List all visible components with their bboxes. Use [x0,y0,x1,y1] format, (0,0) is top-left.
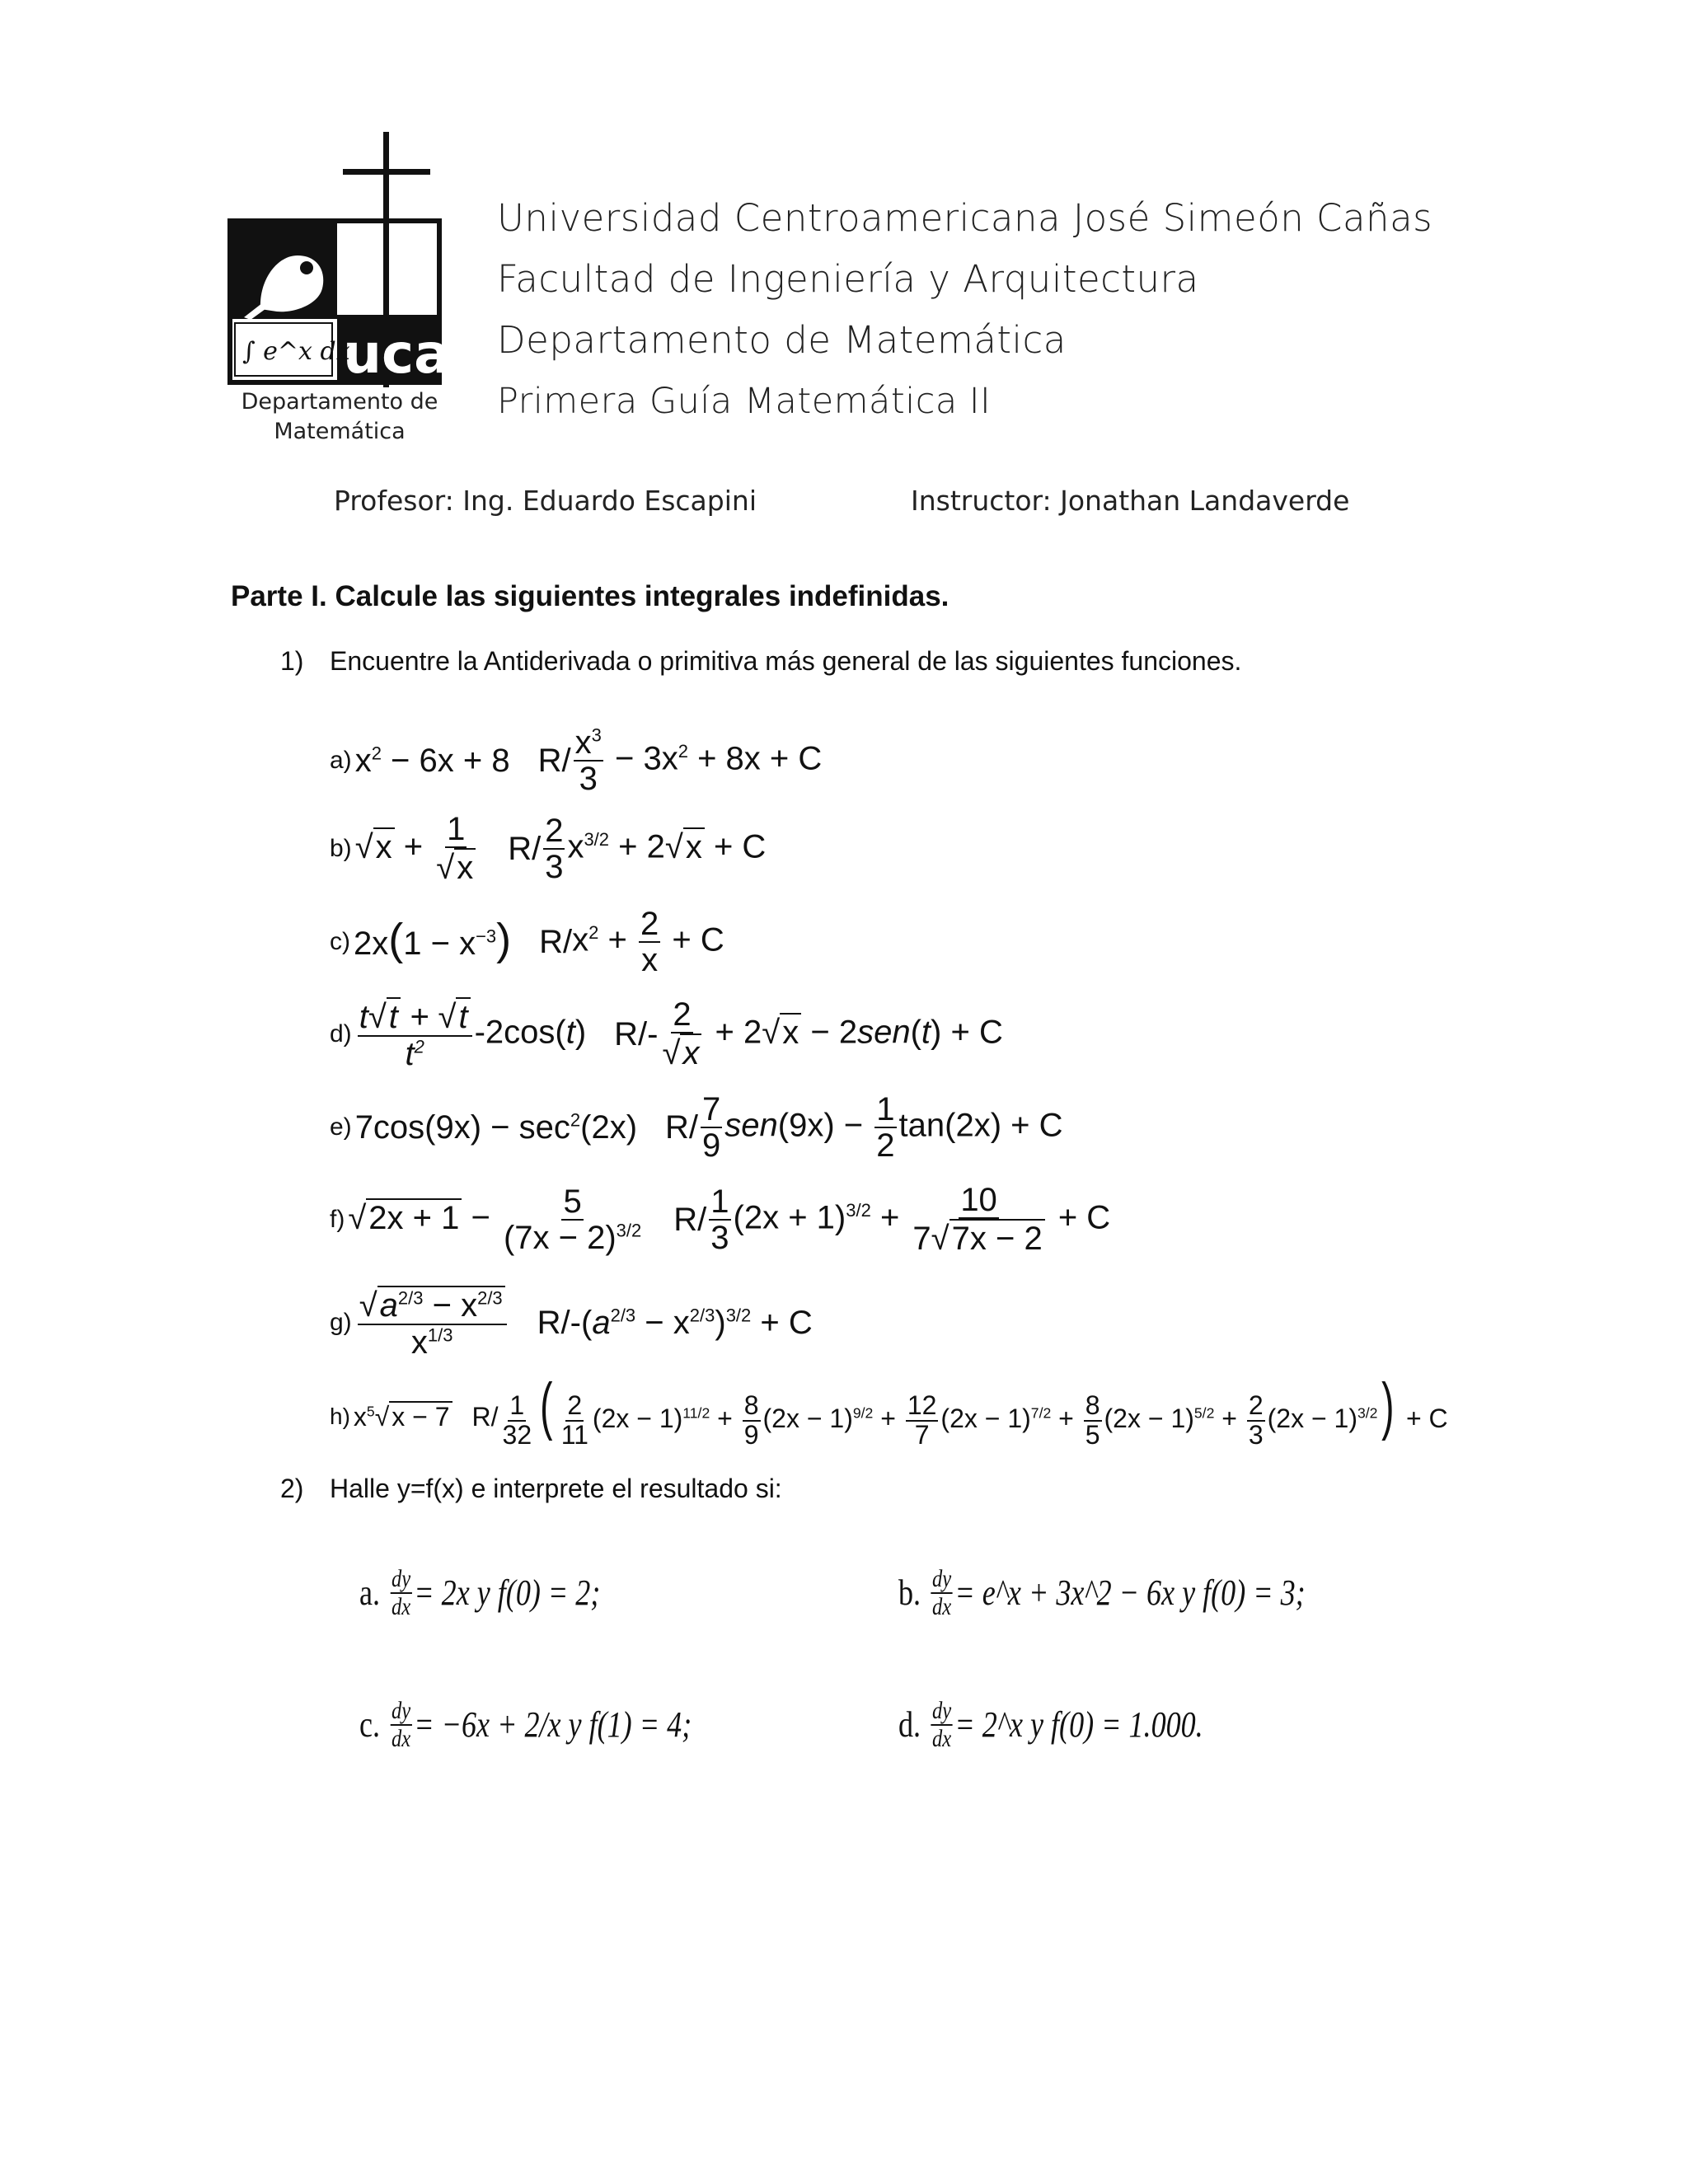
problem-e-expression: $7\cos(9x) - \sec^2(2x)$ [354,1108,638,1146]
problem-c-answer-prefix: R/ [539,923,573,960]
dy-dx: $\frac{dy}{dx}$ [391,1565,411,1620]
problem-a-label: a) [330,747,352,774]
problem-e-answer-prefix: R/ [665,1108,699,1146]
problem-a [330,725,822,796]
instructor-line: Instructor: Jonathan Landaverde [911,485,1350,517]
dy-dx: $\frac{dy}{dx}$ [391,1697,411,1752]
problem-g-answer-prefix: R/- [537,1304,581,1341]
problem-a-answer-prefix: R/ [537,742,571,779]
problem-e-answer: $\frac{7}{9}$ sen(9x) − $\frac{1}{2}$ tan(2x) + C [702,1091,1063,1164]
question-1-text: Encuentre la Antiderivada o primitiva más general de las siguientes funciones. [330,646,1242,676]
problem-g-label: g) [330,1309,352,1336]
problem-c-label: c) [330,928,350,955]
problem-c-answer: $x^2$ + $\frac{2}{x}$ + C [572,906,724,978]
logo-caption-line2: Matemática [274,419,406,444]
q2-item-d-label: d. [898,1704,921,1745]
problem-e-label: e) [330,1113,352,1141]
logo-caption-line1: Departamento de [241,389,438,415]
q2-item-b-label: b. [898,1572,921,1613]
problem-f-answer-prefix: R/ [673,1201,707,1238]
university-name: Universidad Centroamericana José Simeón Cañas [497,196,1433,240]
q2-item-a [359,1566,600,1619]
problem-f-expression: √2x + 1 − $\frac{5}{(7x - 2)^{3/2}}$ [348,1183,642,1256]
problem-a-expression: $x^2 - 6x + 8$ [354,742,510,779]
problem-h-label: h) [330,1404,350,1430]
dy-dx: $\frac{dy}{dx}$ [932,1565,952,1620]
q2-item-d-rhs: = 2^x y f(0) = 1.000. [954,1704,1203,1745]
question-2-text: Halle y=f(x) e interprete el resultado si: [330,1474,782,1503]
q2-item-d [898,1698,1203,1751]
question-2-number: 2) [280,1474,304,1503]
q2-item-c [359,1698,692,1751]
department-name: Departamento de Matemática [497,318,1067,362]
problem-f-label: f) [330,1206,345,1233]
problem-b-answer-prefix: R/ [508,830,542,867]
dy-dx: $\frac{dy}{dx}$ [932,1697,952,1752]
problem-d-label: d) [330,1020,352,1047]
problem-d-answer: $\frac{2}{√x}$ + 2√x − 2sen(t) + C [662,996,1003,1071]
problem-h-answer: $\frac{1}{32}$ ( $\frac{2}{11}$ $(2x - 1)^{11/2}$ + $\frac{8}{9}$ $(2x - 1)^{9/2}$ + $\frac{12}{7}$ $(2x - 1)^{7/2}$ + $\frac{8}{5}$ $(2x - 1)^{5/2}$ + $\frac{2}{3}$ $(2x - 1)^{3/2}) + C$ [502,1371,1448,1450]
problem-a-answer: $\frac{x^3}{3}$ − $3x^2 + 8x + C$ [574,724,823,797]
question-1-number: 1) [280,646,304,676]
problem-h-answer-prefix: R/ [471,1401,499,1432]
q2-item-c-rhs: = −6x + 2/x y f(1) = 4; [414,1704,692,1745]
problem-d-answer-prefix: R/- [614,1015,659,1052]
problem-d [330,997,1003,1071]
uca-letters: uca [343,322,451,386]
q2-item-b [898,1566,1306,1619]
problem-b-answer: $\frac{2}{3}$ $x^{3/2} + 2√x + C$ [545,813,767,885]
problem-f-answer: $\frac{1}{3}$ $(2x + 1)^{3/2}$ + $\frac{10}{7√7x - 2}$ + C [710,1182,1111,1257]
problem-g-expression: $\frac{√a^{2/3} - x^{2/3}}{x^{1/3}}$ [355,1286,509,1360]
section-title: Parte I. Calcule las siguientes integrales indefinidas. [231,580,950,612]
guide-title: Primera Guía Matemática II [497,381,992,422]
uca-emblem [227,132,475,396]
problem-h [330,1371,1448,1450]
q2-item-c-label: c. [359,1704,381,1745]
department-logo [227,132,475,453]
problem-f [330,1183,1110,1257]
problem-b [330,812,766,886]
problem-d-expression: $\frac{t√t + √t}{t^2}$ -2cos(t) [359,999,587,1072]
problem-b-label: b) [330,835,352,862]
q2-item-b-rhs: = e^x + 3x^2 − 6x y f(0) = 3; [954,1572,1306,1613]
problem-c-expression: $2x(1 - x^{-3})$ [354,914,512,964]
q2-item-a-label: a. [359,1572,381,1613]
problem-g [330,1286,813,1360]
q2-item-a-rhs: = 2x y f(0) = 2; [414,1572,601,1613]
problem-g-answer: $(a^{2/3} - x^{2/3})^{3/2} + C$ [581,1304,813,1341]
professor-line: Profesor: Ing. Eduardo Escapini [334,485,757,517]
problem-h-expression: $x^5√x - 7$ [354,1401,452,1432]
faculty-name: Facultad de Ingeniería y Arquitectura [497,257,1199,301]
logo-formula: ∫ e^x dx [242,337,350,366]
problem-c [330,907,724,977]
problem-e [330,1092,1063,1163]
problem-b-expression: √x + $\frac{1}{√x}$ [355,812,481,886]
